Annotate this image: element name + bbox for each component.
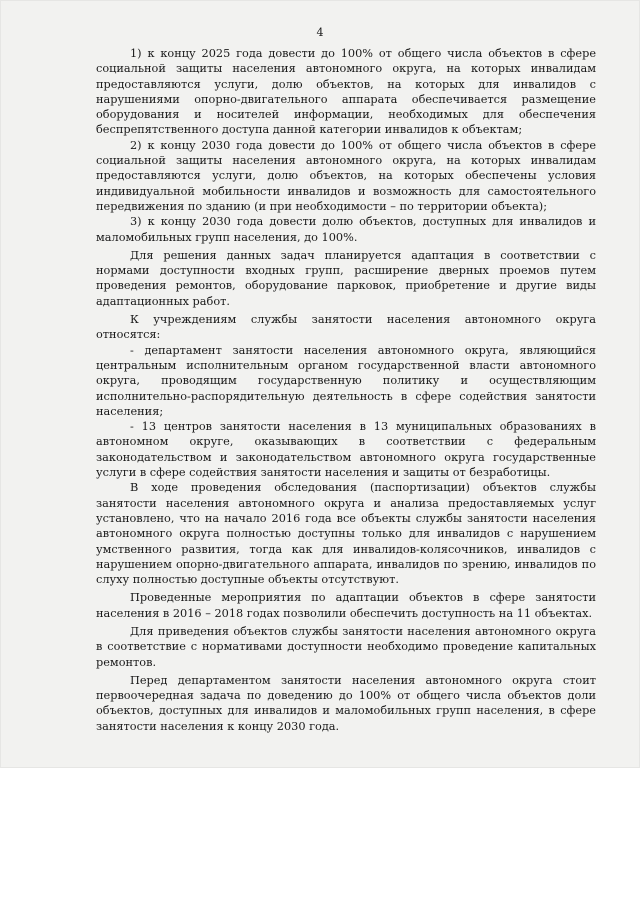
paragraph-institutions-intro: К учреждениям службы занятости населения автономного округа относятся:	[96, 313, 596, 342]
page-number: 4	[316, 26, 324, 39]
paragraph-goal-1: 1) к концу 2025 года довести до 100% от общего числа объектов в сфере социальной защиты населения автономного округа, на которых инвалидам предоставляются услуги, долю объектов, на которых для инвалидов с нарушениями опорно-двигательного аппарата обеспечивается размещение оборудования и носителей информации, необходимых для обеспечения беспрепятственного доступа данной категории инвалидов к объектам;	[96, 47, 596, 137]
paragraph-measures: Проведенные мероприятия по адаптации объектов в сфере занятости населения в 2016 – 2018 годах позволили обеспечить доступность на 11 объектах.	[96, 591, 596, 620]
paragraph-survey: В ходе проведения обследования (паспортизации) объектов службы занятости населения автономного округа и анализа предоставляемых услуг установлено, что на начало 2016 года все объекты службы занятости населения автономного округа полностью доступны только для инвалидов с нарушением умственного развития, тогда как для инвалидов-колясочников, инвалидов с нарушением опорно-двигательного аппарата, инвалидов по зрению, инвалидов по слуху полностью доступные объекты отсутствуют.	[96, 481, 596, 587]
paragraph-adaptation: Для решения данных задач планируется адаптация в соответствии с нормами доступности входных групп, расширение дверных проемов путем проведения ремонтов, оборудование парковок, приобретение и другие виды адаптационных работ.	[96, 248, 596, 308]
paragraph-centers: - 13 центров занятости населения в 13 муниципальных образованиях в автономном округе, оказывающих в соответствии с федеральным законодательством и законодательством автономного округа государственные услуги в сфере содействия занятости населения и защиты от безработицы.	[96, 420, 596, 480]
paragraph-goal-2: 2) к концу 2030 года довести до 100% от общего числа объектов в сфере социальной защиты населения автономного округа, на которых инвалидам предоставляются услуги, долю объектов, на которых обеспечены условия индивидуальной мобильности инвалидов и возможность для самостоятельного передвижения по зданию (и при необходимости – по территории объекта);	[96, 138, 596, 213]
paragraph-goal-3: 3) к концу 2030 года довести долю объектов, доступных для инвалидов и маломобильных групп населения, до 100%.	[96, 215, 596, 244]
paragraph-department: - департамент занятости населения автономного округа, являющийся центральным исполнительным органом государственной власти автономного округа, проводящим государственную политику и осуществляющим исполнительно-распорядительную деятельность в сфере содействия занятости населения;	[96, 343, 596, 418]
paragraph-repairs: Для приведения объектов службы занятости населения автономного округа в соответствие с нормативами доступности необходимо проведение капитальных ремонтов.	[96, 624, 596, 669]
paragraph-task: Перед департаментом занятости населения автономного округа стоит первоочередная задача по доведению до 100% от общего числа объектов доли объектов, доступных для инвалидов и маломобильных групп населения, в сфере занятости населения к концу 2030 года.	[96, 673, 596, 733]
document-body	[96, 46, 596, 734]
